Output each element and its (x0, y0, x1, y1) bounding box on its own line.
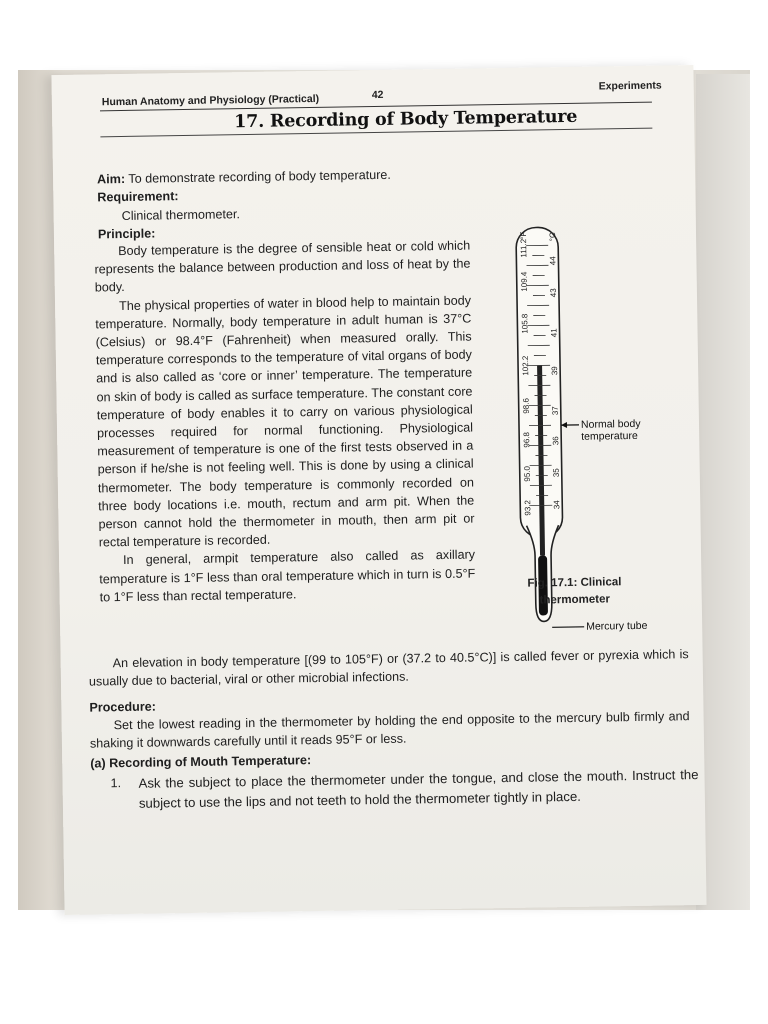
aim-label: Aim: (96, 171, 126, 187)
c-tick-2: 36 (551, 436, 561, 446)
f-tick-5: 105.8 (520, 313, 530, 334)
f-tick-2: 96.8 (522, 432, 532, 448)
requirement-item: Clinical thermometer. (121, 207, 241, 224)
running-header (102, 80, 662, 109)
aim-text: To demonstrate recording of body temperature. (124, 167, 391, 186)
subsection-label: (a) Recording of Mouth Temperature: (90, 753, 312, 771)
label-mercury-tube: Mercury tube (586, 619, 648, 633)
page-number: 42 (371, 88, 384, 102)
principle-paragraph-2: The physical properties of water in blood help to maintain body temperature. Normally, body temperature in adult human is 37°C (Celsius) or 98.4°F (Fahrenheit) when measured orally. This temperature corresponds to the temperature of vital organs of body and is also called as ‘core or inner’ temperature. The temperature on skin of body is called as surface temperature. The constant core temperature of body enables it to carry on various physiological processes required for normal functioning. Physiological measurement of temperature is one of the first tests observed in a person if he/she is not feeling well. This is done by using a clinical thermometer. The body temperature is commonly recorded on three body locations i.e. mouth, rectum and arm pit. When the person cannot hold the thermometer in mouth, then arm pit or rectal temperature is recorded. (95, 293, 475, 550)
f-tick-6: 109.4 (519, 271, 529, 292)
procedure-heading (89, 698, 156, 717)
principle-column (94, 237, 476, 607)
principle-paragraph-3: In general, armpit temperature also called as axillary temperature is 1°F less than oral temperature which in turn is 0.5°F to 1°F less than rectal temperature. (99, 547, 476, 605)
c-tick-0: 34 (552, 500, 562, 510)
label-normal-line1: Normal body (580, 417, 641, 431)
f-tick-3: 98.6 (521, 398, 531, 414)
book-title: Human Anatomy and Physiology (Practical) (101, 92, 320, 109)
f-tick-7: 111.2 (519, 238, 529, 258)
principle-paragraph-1: Body temperature is the degree of sensible heat or cold which represents the balance between production and loss of heat by the body. (94, 238, 471, 295)
c-tick-3: 37 (550, 406, 560, 416)
c-unit: °C (547, 232, 558, 242)
label-normal-body-temp (581, 418, 641, 443)
c-tick-5: 41 (549, 328, 559, 338)
step-text: Ask the subject to place the thermometer under the tongue, and close the mouth. Instruct the subject to use the lips and not teeth to hold the thermometer tightly in place. (138, 767, 699, 811)
normal-pointer-arrow (561, 422, 567, 428)
c-tick-4: 39 (550, 366, 560, 376)
caption-line1: Fig. 17.1: Clinical (527, 576, 622, 590)
section-name: Experiments (598, 79, 662, 93)
c-tick-6: 43 (548, 288, 558, 298)
aim-line (97, 164, 477, 188)
f-tick-1: 95.0 (522, 466, 532, 482)
requirement-label: Requirement: (97, 189, 179, 205)
book-page (51, 65, 706, 915)
c-tick-7: 44 (548, 256, 558, 266)
label-normal-line2: temperature (581, 429, 638, 443)
procedure-label: Procedure: (89, 699, 156, 715)
fever-paragraph: An elevation in body temperature [(99 to 105°F) or (37.2 to 40.5°C)] is called fever or pyrexia which is usually due to bacterial, viral or other microbial infections. (88, 647, 689, 689)
step-number: 1. (110, 776, 122, 791)
procedure-text: Set the lowest reading in the thermometer by holding the end opposite to the mercury bulb firmly and shaking it downwards carefully until it reads 95°F or less. (89, 709, 690, 751)
fever-paragraph-block (89, 645, 689, 691)
caption-line2: thermometer (539, 593, 610, 607)
requirement-heading (97, 187, 178, 206)
chapter-title: 17. Recording of Body Temperature (234, 106, 578, 133)
subsection-heading (90, 751, 311, 773)
principle-label: Principle: (97, 226, 156, 242)
c-tick-1: 35 (551, 468, 561, 478)
figure-caption (499, 574, 650, 610)
f-tick-0: 93.2 (523, 500, 533, 516)
f-tick-4: 102.2 (520, 355, 531, 376)
f-unit: °F (518, 231, 529, 240)
mercury-pointer (552, 627, 584, 628)
procedure-text-block (90, 707, 690, 753)
